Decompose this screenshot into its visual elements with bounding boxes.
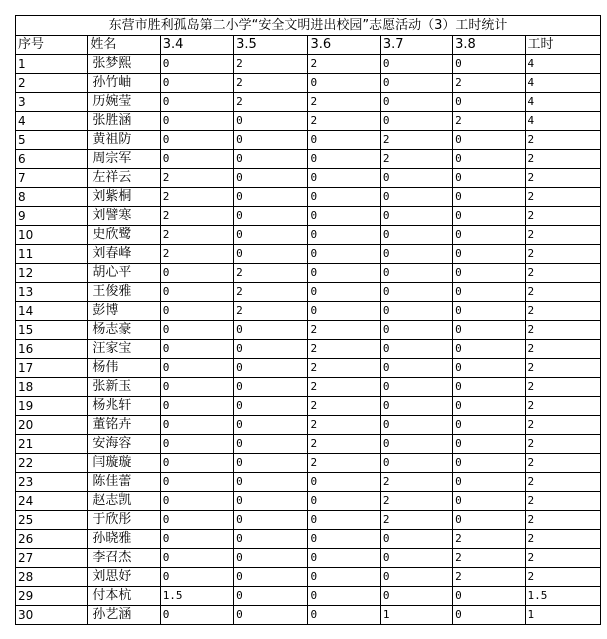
table-row: [16, 606, 601, 625]
day-3-7-cell[interactable]: 0: [380, 74, 452, 93]
index-cell[interactable]: 18: [16, 378, 88, 397]
day-3-5-cell[interactable]: 0: [234, 397, 308, 416]
table-row: [16, 112, 601, 131]
day-3-6-cell[interactable]: 2: [308, 397, 380, 416]
day-3-6-cell[interactable]: 0: [308, 473, 380, 492]
day-3-4-cell[interactable]: 0: [160, 606, 233, 625]
name-cell[interactable]: 孙艺涵: [88, 606, 160, 625]
index-cell[interactable]: 15: [16, 321, 88, 340]
day-3-4-cell[interactable]: 2: [160, 226, 233, 245]
day-3-7-cell[interactable]: 0: [380, 530, 452, 549]
day-3-7-cell[interactable]: 0: [380, 416, 452, 435]
index-cell[interactable]: 20: [16, 416, 88, 435]
hours-cell[interactable]: 4: [525, 93, 601, 112]
table-body: [16, 55, 601, 625]
index-cell[interactable]: 25: [16, 511, 88, 530]
name-cell[interactable]: 安海容: [88, 435, 160, 454]
day-3-7-cell[interactable]: 0: [380, 397, 452, 416]
day-3-4-cell[interactable]: 2: [160, 169, 233, 188]
hours-cell[interactable]: 2: [525, 454, 601, 473]
table-row: [16, 245, 601, 264]
day-3-4-cell[interactable]: 0: [160, 55, 233, 74]
hours-cell[interactable]: 2: [525, 321, 601, 340]
hours-table: [15, 15, 601, 625]
day-3-7-cell[interactable]: 0: [380, 226, 452, 245]
day-3-6-cell[interactable]: 0: [308, 530, 380, 549]
index-cell[interactable]: 29: [16, 587, 88, 606]
table-row: [16, 321, 601, 340]
day-3-8-cell[interactable]: 2: [453, 112, 525, 131]
hours-cell[interactable]: 2: [525, 473, 601, 492]
index-cell[interactable]: 21: [16, 435, 88, 454]
day-3-6-cell[interactable]: 0: [308, 245, 380, 264]
name-cell[interactable]: 张胜涵: [88, 112, 160, 131]
day-3-6-cell[interactable]: 0: [308, 169, 380, 188]
day-3-5-cell[interactable]: 0: [234, 378, 308, 397]
table-row: [16, 207, 601, 226]
name-cell[interactable]: 杨志豪: [88, 321, 160, 340]
hours-cell[interactable]: 2: [525, 397, 601, 416]
hours-cell[interactable]: 2: [525, 549, 601, 568]
hours-cell[interactable]: 2: [525, 492, 601, 511]
index-cell[interactable]: 16: [16, 340, 88, 359]
day-3-8-cell[interactable]: 0: [453, 359, 525, 378]
day-3-8-cell[interactable]: 0: [453, 454, 525, 473]
day-3-4-cell[interactable]: 0: [160, 340, 233, 359]
day-3-8-cell[interactable]: 0: [453, 378, 525, 397]
table-row: [16, 511, 601, 530]
hours-cell[interactable]: 2: [525, 340, 601, 359]
col-header-3-6[interactable]: 3.6: [308, 36, 380, 55]
day-3-7-cell[interactable]: 2: [380, 150, 452, 169]
col-header-index[interactable]: 序号: [16, 36, 88, 55]
day-3-8-cell[interactable]: 0: [453, 188, 525, 207]
day-3-8-cell[interactable]: 0: [453, 226, 525, 245]
col-header-3-5[interactable]: 3.5: [234, 36, 308, 55]
name-cell[interactable]: 孙竹岫: [88, 74, 160, 93]
day-3-8-cell[interactable]: 0: [453, 245, 525, 264]
day-3-7-cell[interactable]: 2: [380, 131, 452, 150]
day-3-8-cell[interactable]: 0: [453, 207, 525, 226]
index-cell[interactable]: 30: [16, 606, 88, 625]
hours-cell[interactable]: 2: [525, 302, 601, 321]
name-cell[interactable]: 历婉莹: [88, 93, 160, 112]
index-cell[interactable]: 6: [16, 150, 88, 169]
table-row: [16, 188, 601, 207]
day-3-5-cell[interactable]: 0: [234, 492, 308, 511]
index-cell[interactable]: 28: [16, 568, 88, 587]
day-3-8-cell[interactable]: 0: [453, 169, 525, 188]
name-cell[interactable]: 赵志凯: [88, 492, 160, 511]
day-3-5-cell[interactable]: 2: [234, 74, 308, 93]
day-3-7-cell[interactable]: 0: [380, 112, 452, 131]
day-3-6-cell[interactable]: 0: [308, 264, 380, 283]
name-cell[interactable]: 王俊雅: [88, 283, 160, 302]
day-3-7-cell[interactable]: 0: [380, 435, 452, 454]
col-header-3-4[interactable]: 3.4: [160, 36, 233, 55]
day-3-6-cell[interactable]: 0: [308, 511, 380, 530]
hours-cell[interactable]: 2: [525, 264, 601, 283]
name-cell[interactable]: 史欣鹭: [88, 226, 160, 245]
day-3-4-cell[interactable]: 0: [160, 264, 233, 283]
table-row: [16, 492, 601, 511]
name-cell[interactable]: 汪家宝: [88, 340, 160, 359]
day-3-8-cell[interactable]: 0: [453, 340, 525, 359]
name-cell[interactable]: 闫璇璇: [88, 454, 160, 473]
day-3-4-cell[interactable]: 0: [160, 302, 233, 321]
hours-cell[interactable]: 2: [525, 435, 601, 454]
name-cell[interactable]: 彭博: [88, 302, 160, 321]
day-3-4-cell[interactable]: 0: [160, 435, 233, 454]
day-3-7-cell[interactable]: 0: [380, 207, 452, 226]
table-row: [16, 55, 601, 74]
table-row: [16, 378, 601, 397]
name-cell[interactable]: 刘譬寒: [88, 207, 160, 226]
day-3-7-cell[interactable]: 0: [380, 169, 452, 188]
hours-cell[interactable]: 2: [525, 359, 601, 378]
day-3-8-cell[interactable]: 0: [453, 150, 525, 169]
name-cell[interactable]: 刘思妤: [88, 568, 160, 587]
day-3-7-cell[interactable]: 0: [380, 283, 452, 302]
day-3-5-cell[interactable]: 0: [234, 511, 308, 530]
table-row: [16, 302, 601, 321]
day-3-6-cell[interactable]: 2: [308, 359, 380, 378]
index-cell[interactable]: 3: [16, 93, 88, 112]
day-3-6-cell[interactable]: 0: [308, 150, 380, 169]
day-3-5-cell[interactable]: 0: [234, 416, 308, 435]
day-3-6-cell[interactable]: 0: [308, 568, 380, 587]
name-cell[interactable]: 刘紫桐: [88, 188, 160, 207]
day-3-4-cell[interactable]: 0: [160, 93, 233, 112]
day-3-5-cell[interactable]: 0: [234, 473, 308, 492]
day-3-7-cell[interactable]: 0: [380, 188, 452, 207]
day-3-7-cell[interactable]: 0: [380, 340, 452, 359]
col-header-3-8[interactable]: 3.8: [453, 36, 525, 55]
name-cell[interactable]: 张梦熙: [88, 55, 160, 74]
worksheet: [15, 15, 601, 625]
index-cell[interactable]: 17: [16, 359, 88, 378]
hours-cell[interactable]: 2: [525, 188, 601, 207]
day-3-7-cell[interactable]: 0: [380, 55, 452, 74]
index-cell[interactable]: 4: [16, 112, 88, 131]
index-cell[interactable]: 7: [16, 169, 88, 188]
hours-cell[interactable]: 4: [525, 74, 601, 93]
hours-cell[interactable]: 2: [525, 169, 601, 188]
day-3-4-cell[interactable]: 0: [160, 397, 233, 416]
hours-cell[interactable]: 2: [525, 378, 601, 397]
day-3-6-cell[interactable]: 0: [308, 549, 380, 568]
day-3-8-cell[interactable]: 0: [453, 131, 525, 150]
day-3-4-cell[interactable]: 0: [160, 112, 233, 131]
table-row: [16, 549, 601, 568]
index-cell[interactable]: 19: [16, 397, 88, 416]
hours-cell[interactable]: 4: [525, 55, 601, 74]
index-cell[interactable]: 23: [16, 473, 88, 492]
index-cell[interactable]: 24: [16, 492, 88, 511]
day-3-6-cell[interactable]: 2: [308, 321, 380, 340]
day-3-7-cell[interactable]: 0: [380, 587, 452, 606]
index-cell[interactable]: 8: [16, 188, 88, 207]
day-3-4-cell[interactable]: 0: [160, 454, 233, 473]
table-row: [16, 150, 601, 169]
table-row: [16, 169, 601, 188]
day-3-7-cell[interactable]: 2: [380, 473, 452, 492]
table-row: [16, 283, 601, 302]
hours-cell[interactable]: 2: [525, 416, 601, 435]
day-3-6-cell[interactable]: 0: [308, 302, 380, 321]
day-3-6-cell[interactable]: 2: [308, 93, 380, 112]
day-3-7-cell[interactable]: 1: [380, 606, 452, 625]
day-3-4-cell[interactable]: 0: [160, 473, 233, 492]
day-3-8-cell[interactable]: 0: [453, 321, 525, 340]
day-3-5-cell[interactable]: 0: [234, 188, 308, 207]
hours-cell[interactable]: 2: [525, 511, 601, 530]
index-cell[interactable]: 2: [16, 74, 88, 93]
day-3-8-cell[interactable]: 0: [453, 473, 525, 492]
day-3-8-cell[interactable]: 0: [453, 93, 525, 112]
name-cell[interactable]: 杨伟: [88, 359, 160, 378]
day-3-8-cell[interactable]: 0: [453, 283, 525, 302]
name-cell[interactable]: 张新玉: [88, 378, 160, 397]
col-header-3-7[interactable]: 3.7: [380, 36, 452, 55]
day-3-6-cell[interactable]: 2: [308, 435, 380, 454]
index-cell[interactable]: 10: [16, 226, 88, 245]
day-3-4-cell[interactable]: 0: [160, 492, 233, 511]
day-3-4-cell[interactable]: 0: [160, 321, 233, 340]
hours-cell[interactable]: 1: [525, 606, 601, 625]
name-cell[interactable]: 董铭卉: [88, 416, 160, 435]
table-row: [16, 587, 601, 606]
name-cell[interactable]: 李召杰: [88, 549, 160, 568]
day-3-5-cell[interactable]: 0: [234, 530, 308, 549]
day-3-5-cell[interactable]: 0: [234, 587, 308, 606]
day-3-6-cell[interactable]: 0: [308, 226, 380, 245]
day-3-8-cell[interactable]: 2: [453, 530, 525, 549]
table-row: [16, 530, 601, 549]
hours-cell[interactable]: 2: [525, 207, 601, 226]
day-3-6-cell[interactable]: 0: [308, 188, 380, 207]
day-3-6-cell[interactable]: 0: [308, 131, 380, 150]
table-row: [16, 473, 601, 492]
day-3-8-cell[interactable]: 0: [453, 606, 525, 625]
name-cell[interactable]: 陈佳蕾: [88, 473, 160, 492]
table-row: [16, 340, 601, 359]
table-row: [16, 93, 601, 112]
day-3-6-cell[interactable]: 2: [308, 416, 380, 435]
day-3-6-cell[interactable]: 0: [308, 606, 380, 625]
day-3-8-cell[interactable]: 0: [453, 587, 525, 606]
day-3-5-cell[interactable]: 0: [234, 359, 308, 378]
day-3-4-cell[interactable]: 0: [160, 283, 233, 302]
day-3-6-cell[interactable]: 0: [308, 587, 380, 606]
day-3-7-cell[interactable]: 0: [380, 93, 452, 112]
table-row: [16, 264, 601, 283]
day-3-5-cell[interactable]: 0: [234, 245, 308, 264]
hours-cell[interactable]: 2: [525, 283, 601, 302]
day-3-5-cell[interactable]: 0: [234, 568, 308, 587]
table-row: [16, 416, 601, 435]
day-3-5-cell[interactable]: 0: [234, 226, 308, 245]
name-cell[interactable]: 于欣彤: [88, 511, 160, 530]
day-3-5-cell[interactable]: 0: [234, 169, 308, 188]
name-cell[interactable]: 孙晓雅: [88, 530, 160, 549]
day-3-6-cell[interactable]: 0: [308, 492, 380, 511]
day-3-8-cell[interactable]: 2: [453, 549, 525, 568]
day-3-4-cell[interactable]: 0: [160, 378, 233, 397]
day-3-6-cell[interactable]: 0: [308, 283, 380, 302]
day-3-8-cell[interactable]: 0: [453, 264, 525, 283]
hours-cell[interactable]: 2: [525, 131, 601, 150]
day-3-5-cell[interactable]: 0: [234, 112, 308, 131]
table-title: 东营市胜利孤岛第二小学“安全文明进出校园”志愿活动（3）工时统计: [16, 16, 601, 36]
day-3-6-cell[interactable]: 2: [308, 340, 380, 359]
table-row: [16, 226, 601, 245]
day-3-5-cell[interactable]: 2: [234, 93, 308, 112]
day-3-7-cell[interactable]: 0: [380, 321, 452, 340]
col-header-hours[interactable]: 工时: [525, 36, 601, 55]
day-3-8-cell[interactable]: 2: [453, 74, 525, 93]
index-cell[interactable]: 5: [16, 131, 88, 150]
hours-cell[interactable]: 2: [525, 568, 601, 587]
table-row: [16, 454, 601, 473]
index-cell[interactable]: 13: [16, 283, 88, 302]
name-cell[interactable]: 左祥云: [88, 169, 160, 188]
day-3-4-cell[interactable]: 0: [160, 150, 233, 169]
name-cell[interactable]: 刘春峰: [88, 245, 160, 264]
day-3-8-cell[interactable]: 0: [453, 302, 525, 321]
index-cell[interactable]: 11: [16, 245, 88, 264]
day-3-6-cell[interactable]: 2: [308, 112, 380, 131]
day-3-8-cell[interactable]: 0: [453, 55, 525, 74]
day-3-7-cell[interactable]: 2: [380, 511, 452, 530]
name-cell[interactable]: 杨兆轩: [88, 397, 160, 416]
name-cell[interactable]: 付本杭: [88, 587, 160, 606]
table-row: [16, 74, 601, 93]
hours-cell[interactable]: 1.5: [525, 587, 601, 606]
day-3-7-cell[interactable]: 2: [380, 492, 452, 511]
day-3-8-cell[interactable]: 0: [453, 416, 525, 435]
table-row: [16, 359, 601, 378]
day-3-6-cell[interactable]: 0: [308, 74, 380, 93]
day-3-7-cell[interactable]: 0: [380, 302, 452, 321]
day-3-4-cell[interactable]: 0: [160, 359, 233, 378]
day-3-7-cell[interactable]: 0: [380, 454, 452, 473]
day-3-8-cell[interactable]: 0: [453, 397, 525, 416]
day-3-8-cell[interactable]: 2: [453, 568, 525, 587]
index-cell[interactable]: 27: [16, 549, 88, 568]
day-3-7-cell[interactable]: 0: [380, 549, 452, 568]
day-3-7-cell[interactable]: 0: [380, 378, 452, 397]
table-row: [16, 131, 601, 150]
table-row: [16, 435, 601, 454]
day-3-6-cell[interactable]: 2: [308, 378, 380, 397]
index-cell[interactable]: 22: [16, 454, 88, 473]
day-3-6-cell[interactable]: 2: [308, 55, 380, 74]
day-3-5-cell[interactable]: 2: [234, 283, 308, 302]
day-3-5-cell[interactable]: 0: [234, 131, 308, 150]
day-3-4-cell[interactable]: 0: [160, 74, 233, 93]
day-3-4-cell[interactable]: 2: [160, 245, 233, 264]
hours-cell[interactable]: 2: [525, 530, 601, 549]
day-3-5-cell[interactable]: 0: [234, 435, 308, 454]
hours-cell[interactable]: 2: [525, 226, 601, 245]
day-3-8-cell[interactable]: 0: [453, 492, 525, 511]
day-3-5-cell[interactable]: 2: [234, 302, 308, 321]
day-3-4-cell[interactable]: 2: [160, 188, 233, 207]
day-3-4-cell[interactable]: 0: [160, 549, 233, 568]
day-3-5-cell[interactable]: 0: [234, 150, 308, 169]
day-3-5-cell[interactable]: 0: [234, 549, 308, 568]
day-3-7-cell[interactable]: 0: [380, 264, 452, 283]
index-cell[interactable]: 26: [16, 530, 88, 549]
day-3-7-cell[interactable]: 0: [380, 568, 452, 587]
col-header-name[interactable]: 姓名: [88, 36, 160, 55]
name-cell[interactable]: 黄祖防: [88, 131, 160, 150]
day-3-4-cell[interactable]: 0: [160, 416, 233, 435]
day-3-4-cell[interactable]: 0: [160, 131, 233, 150]
day-3-4-cell[interactable]: 0: [160, 511, 233, 530]
day-3-5-cell[interactable]: 2: [234, 264, 308, 283]
hours-cell[interactable]: 2: [525, 245, 601, 264]
day-3-5-cell[interactable]: 0: [234, 207, 308, 226]
day-3-8-cell[interactable]: 0: [453, 511, 525, 530]
day-3-5-cell[interactable]: 2: [234, 55, 308, 74]
day-3-6-cell[interactable]: 2: [308, 454, 380, 473]
index-cell[interactable]: 14: [16, 302, 88, 321]
day-3-7-cell[interactable]: 0: [380, 245, 452, 264]
day-3-4-cell[interactable]: 1.5: [160, 587, 233, 606]
index-cell[interactable]: 1: [16, 55, 88, 74]
hours-cell[interactable]: 4: [525, 112, 601, 131]
name-cell[interactable]: 周宗军: [88, 150, 160, 169]
day-3-5-cell[interactable]: 0: [234, 606, 308, 625]
table-row: [16, 568, 601, 587]
hours-cell[interactable]: 2: [525, 150, 601, 169]
day-3-5-cell[interactable]: 0: [234, 454, 308, 473]
day-3-4-cell[interactable]: 2: [160, 207, 233, 226]
day-3-5-cell[interactable]: 0: [234, 340, 308, 359]
day-3-8-cell[interactable]: 0: [453, 435, 525, 454]
index-cell[interactable]: 9: [16, 207, 88, 226]
header-row: [16, 36, 601, 55]
day-3-4-cell[interactable]: 0: [160, 568, 233, 587]
index-cell[interactable]: 12: [16, 264, 88, 283]
day-3-6-cell[interactable]: 0: [308, 207, 380, 226]
day-3-7-cell[interactable]: 0: [380, 359, 452, 378]
name-cell[interactable]: 胡心平: [88, 264, 160, 283]
day-3-4-cell[interactable]: 0: [160, 530, 233, 549]
day-3-5-cell[interactable]: 0: [234, 321, 308, 340]
table-row: [16, 397, 601, 416]
